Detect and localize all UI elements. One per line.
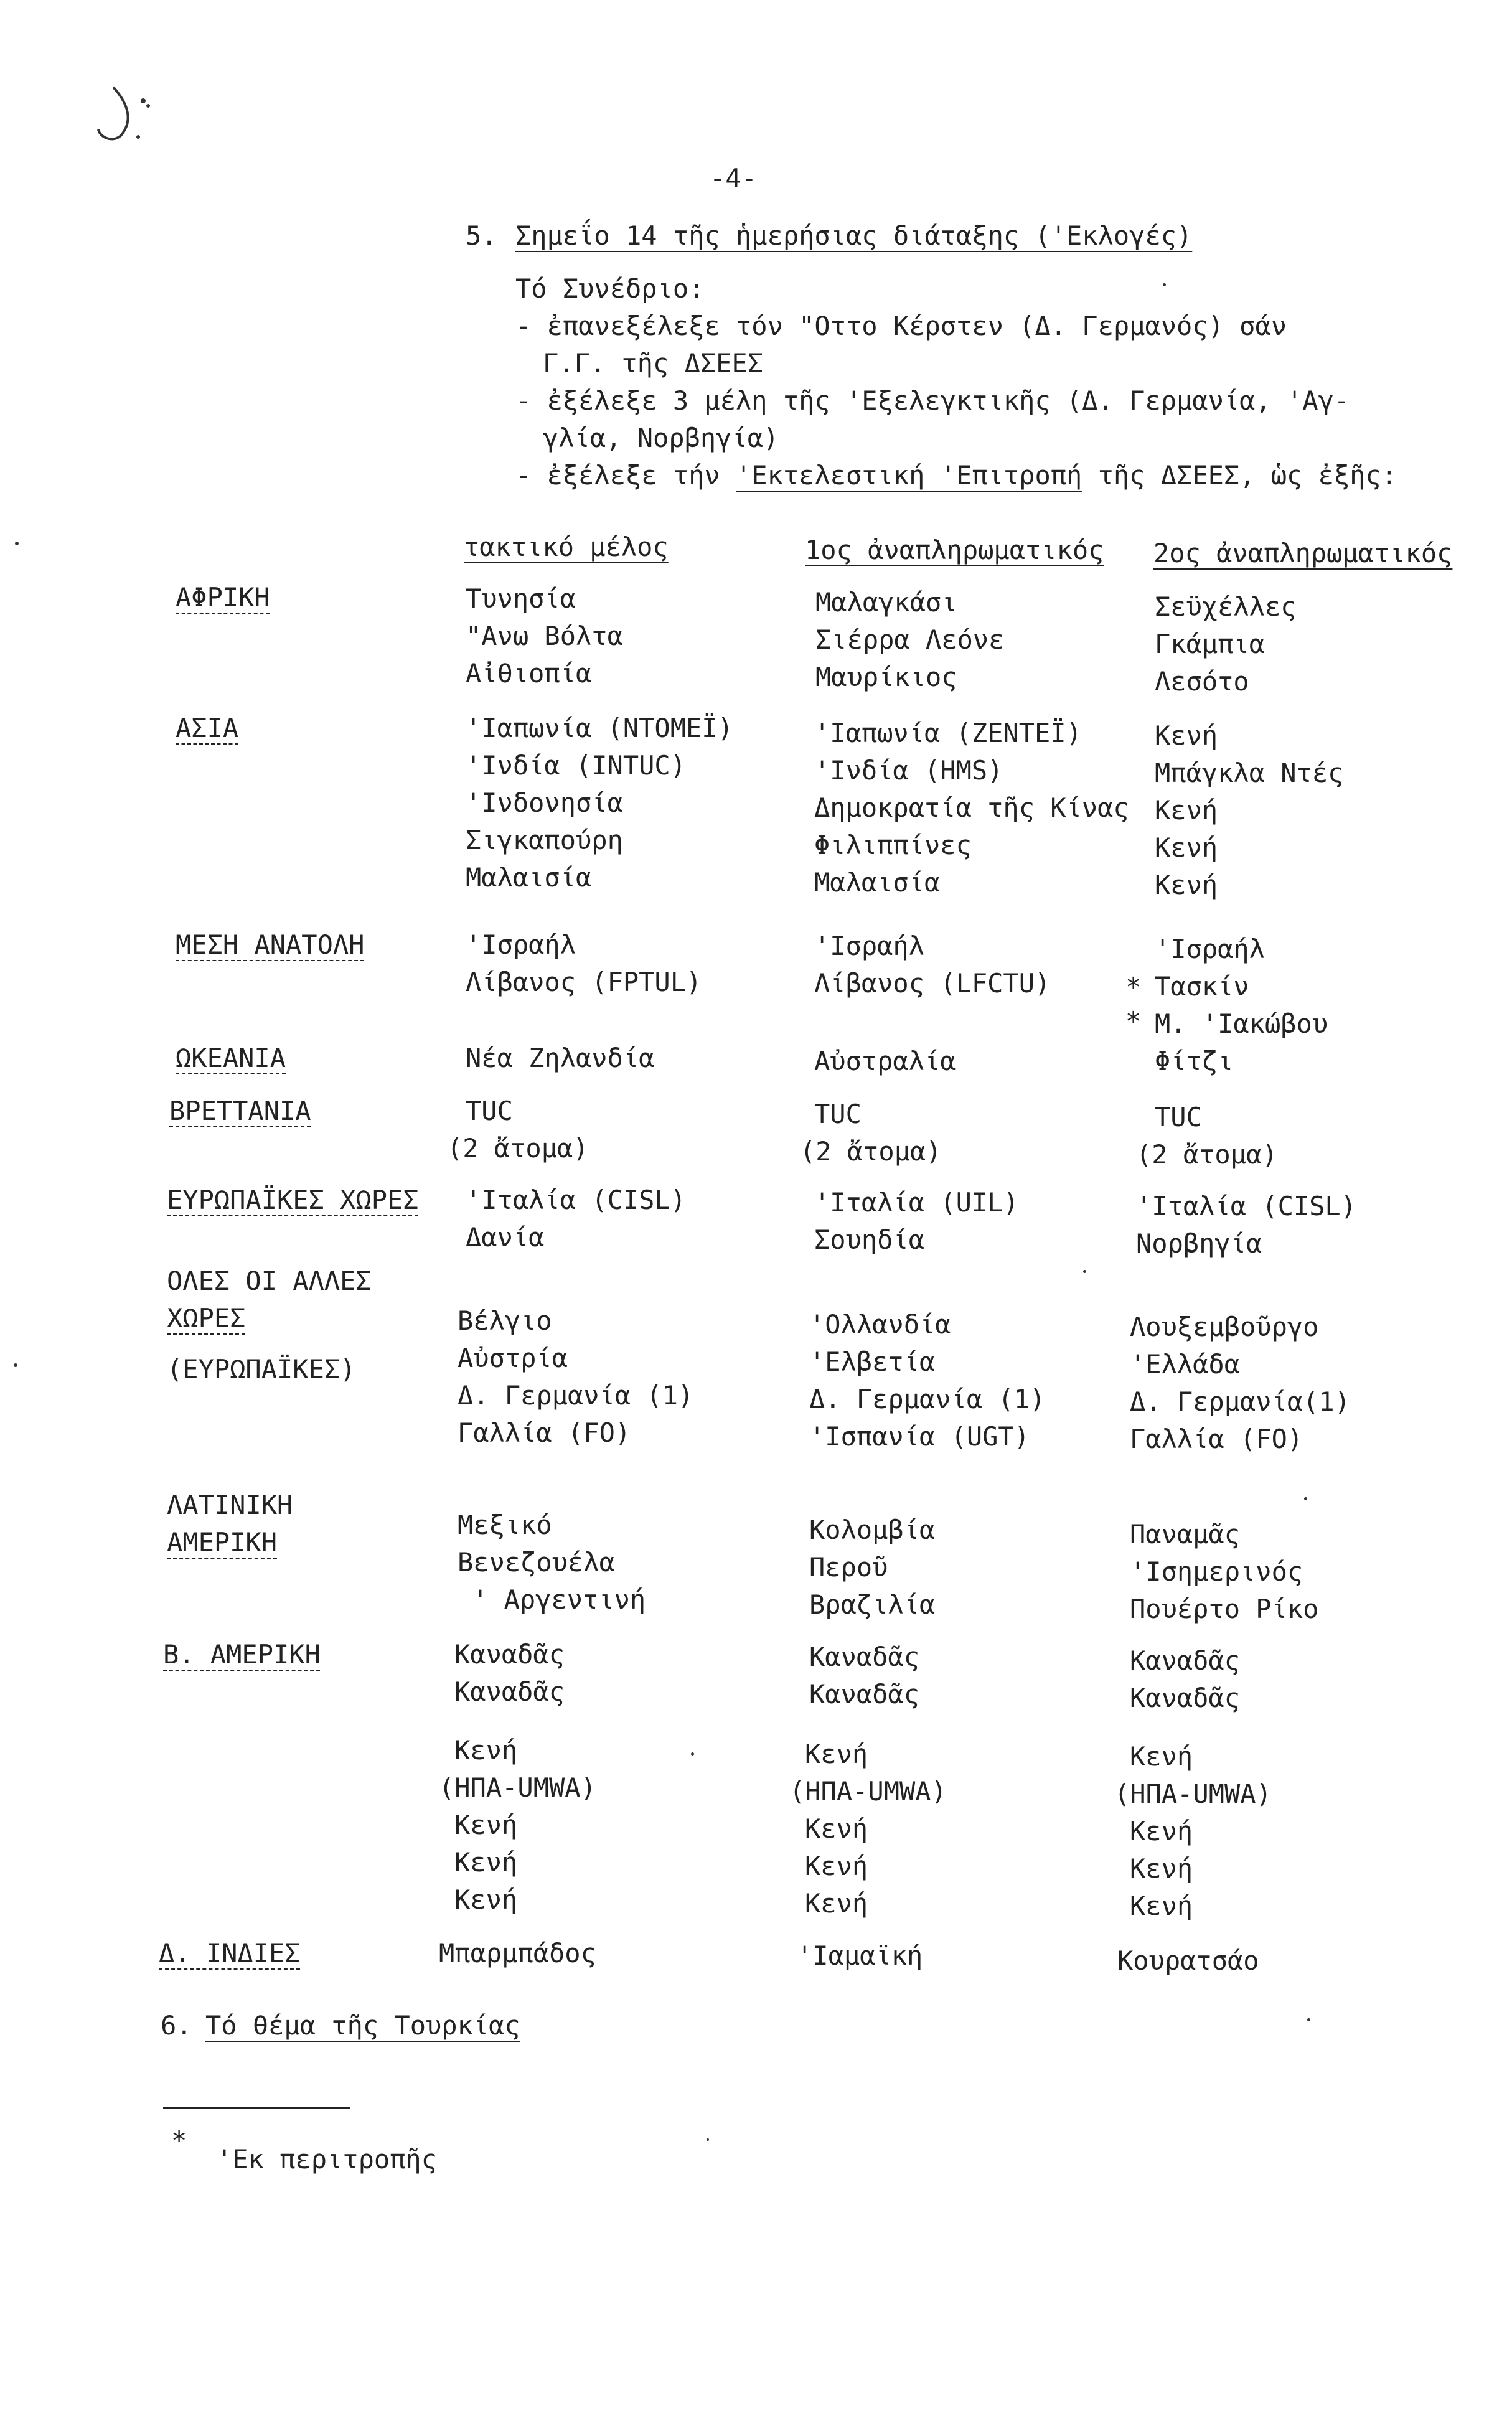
footnote-rule [163, 2107, 350, 2109]
table-cell: 'Ινδία (INTUC) [466, 750, 687, 781]
table-cell: Κενή [805, 1888, 868, 1919]
table-cell: Καναδᾶς [809, 1679, 920, 1709]
table-cell: Καναδᾶς [1130, 1683, 1241, 1713]
britain-col3 [1136, 1099, 1278, 1173]
european-col3 [1136, 1188, 1356, 1262]
bullet3-prefix: - ἐξέλεξε τήν [515, 460, 736, 491]
table-cell: Νορβηγία [1136, 1228, 1262, 1259]
region-asia: ΑΣΙΑ [176, 713, 239, 743]
table-cell: Βενεζουέλα [458, 1547, 615, 1577]
item5-bullet-2-line-1: - ἐξέλεξε 3 μέλη τῆς 'Εξελεγκτικῆς (Δ. Γερμανία, 'Αγ- [515, 385, 1350, 416]
table-cell: Μαλαισία [466, 862, 592, 893]
africa-col1 [466, 580, 623, 692]
table-cell: (2 ἄτομα) [447, 1133, 589, 1163]
table-cell: ' Αργεντινή [472, 1584, 646, 1615]
table-cell: Κενή [1155, 870, 1218, 900]
table-cell: Τασκίν [1155, 971, 1249, 1002]
table-cell: 'Ολλανδία [809, 1309, 951, 1340]
table-cell: (ΗΠΑ-UMWA) [789, 1776, 947, 1807]
item5-bullet-2-line-2: γλία, Νορβηγία) [543, 423, 779, 453]
table-cell: Σιέρρα Λεόνε [815, 624, 1005, 655]
region-oceania: ΩΚΕΑΝΙΑ [176, 1043, 286, 1073]
middle-east-col3 [1155, 931, 1328, 1043]
table-cell: 'Ιταλία (CISL) [466, 1185, 687, 1215]
region-britain: ΒΡΕΤΤΑΝΙΑ [169, 1096, 311, 1126]
table-cell: Μαυρίκιος [815, 662, 957, 692]
north-america-col1 [454, 1636, 565, 1711]
africa-col2 [815, 584, 1004, 696]
european-col2 [814, 1184, 1019, 1259]
bullet3-underlined: 'Εκτελεστική 'Επιτροπή [736, 460, 1082, 491]
table-cell: 'Ισημερινός [1130, 1556, 1303, 1587]
all-other-col3 [1130, 1309, 1350, 1458]
item6-number: 6. [161, 2010, 192, 2041]
table-cell: (ΗΠΑ-UMWA) [439, 1772, 596, 1803]
table-cell: 'Ισραήλ [466, 929, 576, 960]
table-cell: Κενή [454, 1810, 518, 1840]
west-indies-col1 [439, 1935, 596, 1972]
oceania-col1 [466, 1040, 654, 1077]
table-cell: Γαλλία (FO) [1130, 1424, 1303, 1454]
table-cell: Λεσότο [1155, 666, 1249, 697]
scan-speck [15, 542, 19, 545]
table-cell: TUC [814, 1099, 862, 1129]
table-cell: Λίβανος (LFCTU) [814, 968, 1051, 999]
table-cell: 'Ελλάδα [1130, 1349, 1241, 1380]
table-cell: Κενή [805, 1813, 868, 1844]
table-cell: Πουέρτο Ρίκο [1130, 1594, 1319, 1624]
scan-speck [1083, 1270, 1086, 1273]
table-cell: Δ. Γερμανία(1) [1130, 1386, 1351, 1417]
table-cell: Σιγκαπούρη [466, 825, 623, 855]
middle-east-col2 [814, 928, 1050, 1002]
usa-col2 [789, 1736, 947, 1922]
item6-heading: Tό θέμα τῆς Τουρκίας [205, 2010, 520, 2041]
table-cell: Περοῦ [809, 1552, 888, 1582]
table-cell: 'Ελβετία [809, 1347, 936, 1377]
table-cell: "Ανω Βόλτα [466, 621, 623, 651]
item5-bullet-1-line-2: Γ.Γ. τῆς ΔΣΕΕΣ [543, 348, 764, 378]
table-cell: Κενή [454, 1884, 518, 1915]
table-cell: TUC [466, 1096, 513, 1126]
table-cell: Καναδᾶς [454, 1639, 565, 1670]
page-number: -4- [710, 163, 757, 194]
latin-america-col3 [1130, 1516, 1318, 1628]
west-indies-col3 [1117, 1942, 1259, 1980]
header-first-alternate: 1ος ἀναπληρωματικός [805, 535, 1104, 565]
middle-east-col1 [466, 926, 702, 1001]
table-cell: Παναμᾶς [1130, 1519, 1241, 1549]
table-cell: Μεξικό [458, 1510, 552, 1540]
region-all-other-line-3: (ΕΥΡΩΠΑΪΚΕΣ) [167, 1354, 356, 1384]
footnote-text: 'Εκ περιτροπῆς [217, 2144, 438, 2174]
table-cell: Σουηδία [814, 1224, 925, 1255]
table-cell: Μαλαισία [814, 867, 941, 898]
item5-intro: Tό Συνέδριο: [515, 273, 705, 304]
table-cell: Κενή [1155, 795, 1218, 825]
north-america-col3 [1130, 1642, 1240, 1717]
table-cell: Γκάμπια [1155, 629, 1265, 659]
table-cell: Νέα Ζηλανδία [466, 1043, 655, 1073]
region-africa: ΑΦΡΙΚΗ [176, 582, 270, 613]
table-cell: Τυνησία [466, 583, 576, 614]
item5-number: 5. [466, 220, 497, 251]
item5-bullet-3 [515, 458, 1397, 494]
asterisk-taskin: * [1125, 972, 1142, 1002]
region-latin-america-line-1: ΛΑΤΙΝΙΚΗ [167, 1490, 293, 1520]
asterisk-iakovou: * [1125, 1006, 1142, 1036]
header-second-alternate: 2ος ἀναπληρωματικός [1153, 538, 1453, 568]
table-cell: 'Ιαμαϊκή [797, 1940, 923, 1971]
oceania-col3 [1155, 1043, 1233, 1080]
table-cell: Μπαρμπάδος [439, 1938, 596, 1968]
africa-col3 [1155, 588, 1297, 700]
table-cell: TUC [1155, 1102, 1202, 1132]
table-cell: 'Ισραήλ [814, 931, 925, 961]
table-cell: Δανία [466, 1222, 545, 1253]
table-cell: Δ. Γερμανία (1) [809, 1384, 1046, 1414]
all-other-col2 [809, 1306, 1045, 1455]
table-cell: Κενή [1155, 832, 1218, 863]
table-cell: Δ. Γερμανία (1) [458, 1380, 694, 1411]
table-cell: Κενή [1155, 720, 1218, 751]
header-regular-member: τακτικό μέλος [464, 532, 669, 562]
table-cell: Μαλαγκάσι [815, 587, 957, 618]
region-middle-east: ΜΕΣΗ ΑΝΑΤΟΛΗ [176, 929, 365, 960]
table-cell: Δημοκρατία τῆς Κίνας [814, 792, 1129, 823]
table-cell: 'Ιαπωνία (ΝΤΟΜΕΪ) [466, 713, 733, 743]
table-cell: 'Ινδία (HMS) [814, 755, 1003, 786]
table-cell: Κολομβία [809, 1515, 936, 1545]
scan-speck [691, 1752, 694, 1756]
table-cell: Μ. 'Ιακώβου [1155, 1008, 1328, 1039]
table-cell: 'Ιαπωνία (ΖΕΝΤΕΪ) [814, 718, 1082, 748]
table-cell: Κενή [1130, 1853, 1193, 1884]
table-cell: 'Ινδονησία [466, 787, 623, 818]
scan-speck [707, 2138, 709, 2141]
table-cell: Φιλιππίνες [814, 830, 972, 860]
latin-america-col1 [458, 1506, 646, 1619]
table-cell: (2 ἄτομα) [800, 1136, 942, 1167]
table-cell: Αἰθιοπία [466, 658, 592, 689]
table-cell: Μπάγκλα Ντές [1155, 758, 1344, 788]
table-cell: (2 ἄτομα) [1136, 1139, 1278, 1170]
region-latin-america-line-2: ΑΜΕΡΙΚΗ [167, 1527, 278, 1558]
region-all-other-line-1: ΟΛΕΣ ΟΙ ΑΛΛΕΣ [167, 1266, 372, 1296]
usa-col3 [1114, 1738, 1272, 1925]
all-other-col1 [458, 1302, 693, 1452]
table-cell: Αὐστρία [458, 1343, 568, 1373]
table-cell: 'Ισπανία (UGT) [809, 1421, 1030, 1452]
table-cell: (ΗΠΑ-UMWA) [1114, 1779, 1272, 1809]
table-cell: Κενή [805, 1851, 868, 1881]
table-cell: Κενή [1130, 1741, 1193, 1772]
scan-speck [1304, 1497, 1307, 1500]
pen-scribble-mark [87, 62, 156, 143]
britain-col2 [800, 1096, 942, 1170]
table-cell: Λουξεμβοῦργο [1130, 1312, 1319, 1342]
scan-speck [1163, 283, 1166, 286]
scan-speck [14, 1363, 17, 1367]
bullet3-suffix: τῆς ΔΣΕΕΣ, ὡς ἐξῆς: [1082, 460, 1397, 491]
region-european-countries: ΕΥΡΩΠΑΪΚΕΣ ΧΩΡΕΣ [167, 1185, 419, 1215]
table-cell: Καναδᾶς [454, 1676, 565, 1707]
table-cell: Κενή [454, 1847, 518, 1878]
table-cell: Κενή [1130, 1816, 1193, 1846]
table-cell: Σεϋχέλλες [1155, 591, 1297, 622]
table-cell: Βραζιλία [809, 1589, 936, 1620]
footnote-marker: * [171, 2125, 187, 2156]
item5-bullet-1-line-1: - ἐπανεξέλεξε τόν "Οττο Κέρστεν (Δ. Γερμανός) σάν [515, 311, 1287, 341]
region-all-other-line-2: ΧΩΡΕΣ [167, 1303, 246, 1333]
britain-col1 [447, 1093, 589, 1167]
table-cell: 'Ισραήλ [1155, 934, 1265, 964]
asia-col3 [1155, 717, 1343, 904]
table-cell: Κενή [1130, 1891, 1193, 1921]
latin-america-col2 [809, 1511, 935, 1624]
table-cell: Καναδᾶς [809, 1642, 920, 1672]
oceania-col2 [814, 1043, 956, 1080]
table-cell: Βέλγιο [458, 1305, 552, 1336]
table-cell: 'Ιταλία (UIL) [814, 1187, 1019, 1218]
table-cell: 'Ιταλία (CISL) [1136, 1191, 1357, 1221]
table-cell: Γαλλία (FO) [458, 1417, 631, 1448]
north-america-col2 [809, 1638, 919, 1713]
table-cell: Λίβανος (FPTUL) [466, 967, 702, 997]
west-indies-col2 [797, 1937, 923, 1975]
table-cell: Φίτζι [1155, 1046, 1234, 1076]
table-cell: Κουρατσάο [1117, 1945, 1259, 1976]
table-cell: Αὐστραλία [814, 1046, 956, 1076]
asia-col1 [466, 710, 733, 896]
scan-speck [1307, 2018, 1310, 2021]
region-west-indies: Δ. ΙΝΔΙΕΣ [159, 1938, 301, 1968]
region-north-america: Β. ΑΜΕΡΙΚΗ [163, 1639, 321, 1670]
item5-heading: Σημεΐο 14 τῆς ἡμερήσιας διάταξης ('Εκλογές) [515, 220, 1193, 251]
table-cell: Καναδᾶς [1130, 1645, 1241, 1676]
usa-col1 [439, 1732, 596, 1919]
asia-col2 [814, 715, 1129, 901]
european-col1 [466, 1182, 686, 1256]
table-cell: Κενή [454, 1735, 518, 1765]
table-cell: Κενή [805, 1739, 868, 1769]
